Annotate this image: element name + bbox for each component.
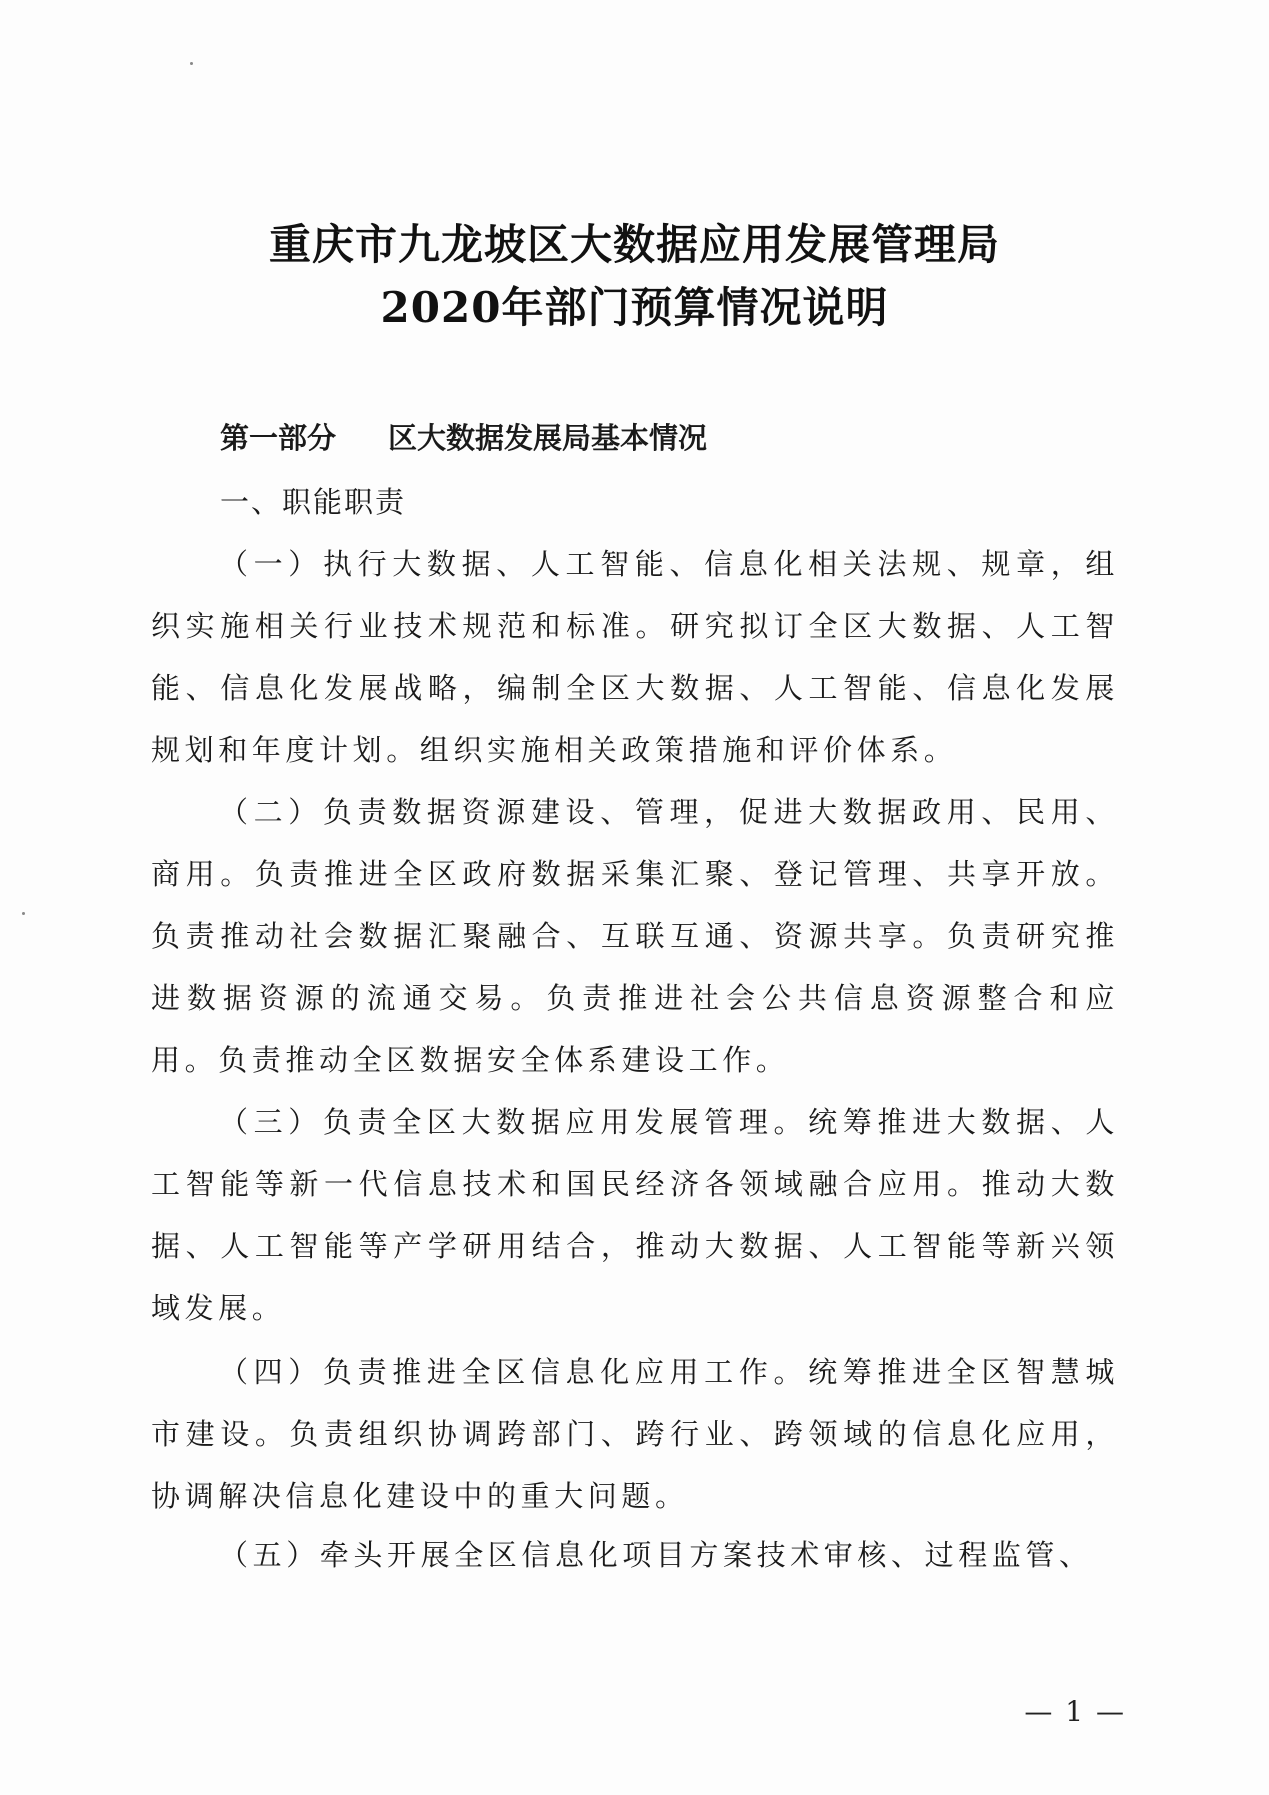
page-number: — 1 — [1024,1695,1126,1728]
scan-speck [22,912,25,915]
scan-speck [190,62,193,65]
paragraph-text: （三）负责全区大数据应用发展管理。统筹推进大数据、人工智能等新一代信息技术和国民经济各领域融合应用。推动大数据、人工智能等产学研用结合，推动大数据、人工智能等新兴领域发展。 [151,1105,1119,1325]
part-heading-text: 区大数据发展局基本情况 [388,421,708,455]
paragraph-1 [151,533,1119,781]
part-heading-label: 第一部分 [220,421,337,455]
paragraph-5 [151,1524,1119,1586]
paragraph-4 [151,1341,1119,1527]
document-title-line-1: 重庆市九龙坡区大数据应用发展管理局 [268,220,1000,269]
paragraph-text: （四）负责推进全区信息化应用工作。统筹推进全区智慧城市建设。负责组织协调跨部门、跨行业、跨领域的信息化应用，协调解决信息化建设中的重大问题。 [151,1355,1119,1513]
document-title-line-2: 2020年部门预算情况说明 [380,283,889,332]
part-heading [220,416,707,457]
paragraph-text: （一）执行大数据、人工智能、信息化相关法规、规章，组织实施相关行业技术规范和标准。研究拟订全区大数据、人工智能、信息化发展战略，编制全区大数据、人工智能、信息化发展规划和年度计划。组织实施相关政策措施和评价体系。 [151,547,1119,767]
paragraph-text: （二）负责数据资源建设、管理，促进大数据政用、民用、商用。负责推进全区政府数据采集汇聚、登记管理、共享开放。负责推动社会数据汇聚融合、互联互通、资源共享。负责研究推进数据资源的流通交易。负责推进社会公共信息资源整合和应用。负责推动全区数据安全体系建设工作。 [151,795,1119,1077]
paragraph-2 [151,781,1119,1091]
paragraph-text: （五）牵头开展全区信息化项目方案技术审核、过程监管、 [219,1538,1093,1572]
paragraph-3 [151,1091,1119,1339]
section-heading: 一、职能职责 [220,485,407,519]
